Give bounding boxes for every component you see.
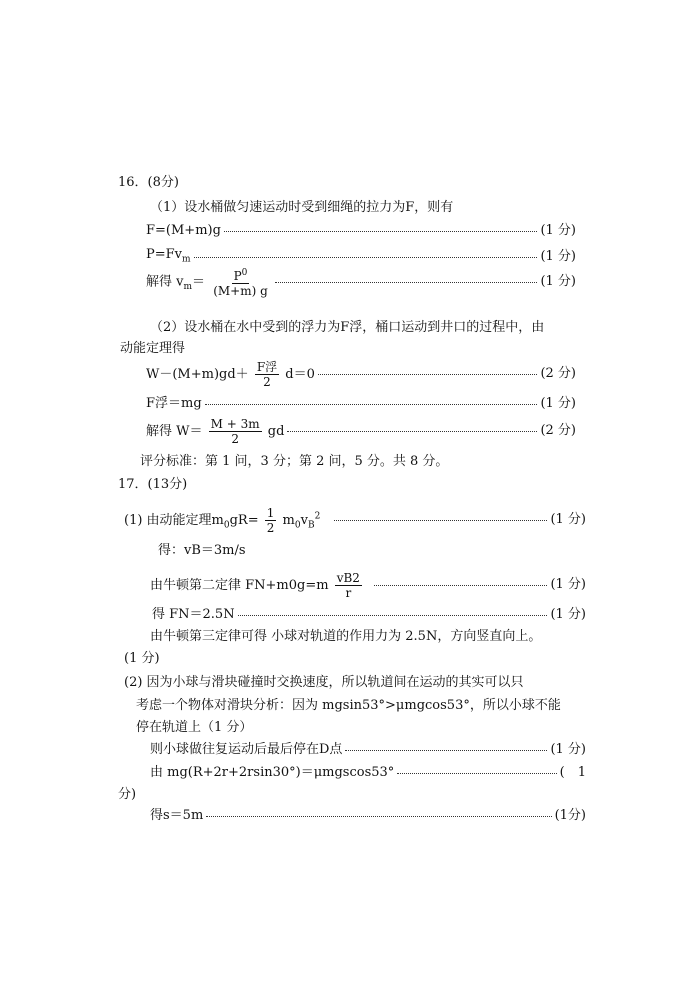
q16-scoring: 评分标准：第 1 问，3 分；第 2 问，5 分。共 8 分。 (140, 454, 449, 469)
leader-dots (206, 816, 551, 817)
leader-dots (318, 374, 538, 375)
q16-eq6-row (146, 411, 576, 451)
q17-result-s-row (150, 808, 586, 824)
q16-eq5: F浮＝mg (146, 396, 202, 411)
q17-energy-eq-points: ( 1 (559, 765, 586, 780)
q17-part2-line3: 停在轨道上（1 分） (136, 720, 253, 735)
q17-newton2-points: (1 分) (550, 577, 586, 592)
q16-part2-intro-line1: （2）设水桶在水中受到的浮力为F浮，桶口运动到井口的过程中，由 (150, 320, 545, 335)
q16-eq6: 解得 W＝ $\frac{M + 3m}{2}$ gd (146, 416, 285, 446)
q16-eq6-fraction: $\frac{M + 3m}{2}$ (210, 416, 260, 446)
q17-header: 17．(13分) (118, 477, 188, 492)
q17-newton3: 由牛顿第三定律可得 小球对轨道的作用力为 2.5N，方向竖直向上。 (150, 629, 542, 644)
q17-result-s-points: (1分) (554, 808, 586, 823)
q16-eq3-points: (1 分) (540, 274, 576, 289)
q16-eq2: $P=Fv_m$ (146, 247, 191, 265)
q16-part2-intro-line2: 动能定理得 (120, 341, 186, 356)
q16-eq4-row (146, 354, 576, 394)
q17-result-fn: 得 FN＝2.5N (152, 607, 235, 622)
q16-eq4-fraction: $\frac{\text{F浮}}{2}$ (256, 359, 278, 389)
leader-dots (205, 404, 538, 405)
q16-eq1: F=(M+m)g (146, 223, 221, 238)
q17-energy-eq-points-cont: 分) (118, 787, 137, 802)
q16-eq3-row (146, 262, 576, 302)
q17-energy-theorem: (1) 由动能定理$m_0gR=$ $\frac{1}{2}$ $m_0v_B^2$ (124, 505, 321, 535)
q17-energy-theorem-points: (1 分) (550, 512, 586, 527)
q16-eq1-row (146, 223, 576, 239)
q17-part2-line2: 考虑一个物体对滑块分析：因为 mgsin53°>μmgcos53°，所以小球不能 (136, 698, 561, 713)
q17-result-s: 得s＝5m (150, 808, 204, 823)
q17-result-vb: 得：vB＝3m/s (158, 543, 246, 558)
q17-conclusion: 则小球做往复运动后最后停在D点 (150, 742, 343, 757)
leader-dots (194, 257, 538, 258)
q16-eq4-points: (2 分) (540, 366, 576, 381)
leader-dots (275, 282, 538, 283)
q17-newton3-points: (1 分) (124, 651, 160, 666)
q17-conclusion-points: (1 分) (550, 742, 586, 757)
q17-result-fn-points: (1 分) (550, 607, 586, 622)
q16-eq6-points: (2 分) (540, 423, 576, 438)
q16-eq4: W－(M+m)gd＋ $\frac{\text{F浮}}{2}$ d＝0 (146, 359, 315, 389)
q17-newton2-row (150, 565, 586, 605)
q16-part1-intro: （1）设水桶做匀速运动时受到细绳的拉力为F，则有 (150, 200, 454, 215)
q17-energy-eq-row (150, 765, 586, 781)
q17-energy-theorem-row (124, 500, 586, 540)
q17-half-fraction: $\frac{1}{2}$ (266, 505, 275, 535)
leader-dots (345, 750, 547, 751)
q17-part2-line1: (2) 因为小球与滑块碰撞时交换速度，所以轨道间在运动的其实可以只 (124, 675, 524, 690)
q17-newton2: 由牛顿第二定律 FN+m0g=m $\frac{vB2}{r}$ (150, 570, 360, 600)
q16-eq5-row (146, 396, 576, 412)
leader-dots (287, 431, 537, 432)
leader-dots (397, 773, 556, 774)
q16-eq3: 解得 $v_m=$ $\frac{P^0}{(M+m) g}$ (146, 268, 268, 298)
q17-result-fn-row (152, 607, 586, 623)
q17-energy-eq: 由 mg(R+2r+2rsin30°)＝μmgscos53° (150, 765, 395, 780)
q17-conclusion-row (150, 742, 586, 758)
leader-dots (374, 585, 548, 586)
q16-eq2-points: (1 分) (540, 249, 576, 265)
leader-dots (238, 615, 548, 616)
q16-header: 16．(8分) (118, 175, 179, 190)
q16-eq1-points: (1 分) (540, 223, 576, 238)
leader-dots (224, 231, 538, 232)
q16-eq3-fraction: $\frac{P^0}{(M+m) g}$ (213, 268, 268, 298)
leader-dots (334, 520, 547, 521)
q16-eq5-points: (1 分) (540, 396, 576, 411)
q17-newton2-fraction: $\frac{vB2}{r}$ (336, 570, 360, 600)
